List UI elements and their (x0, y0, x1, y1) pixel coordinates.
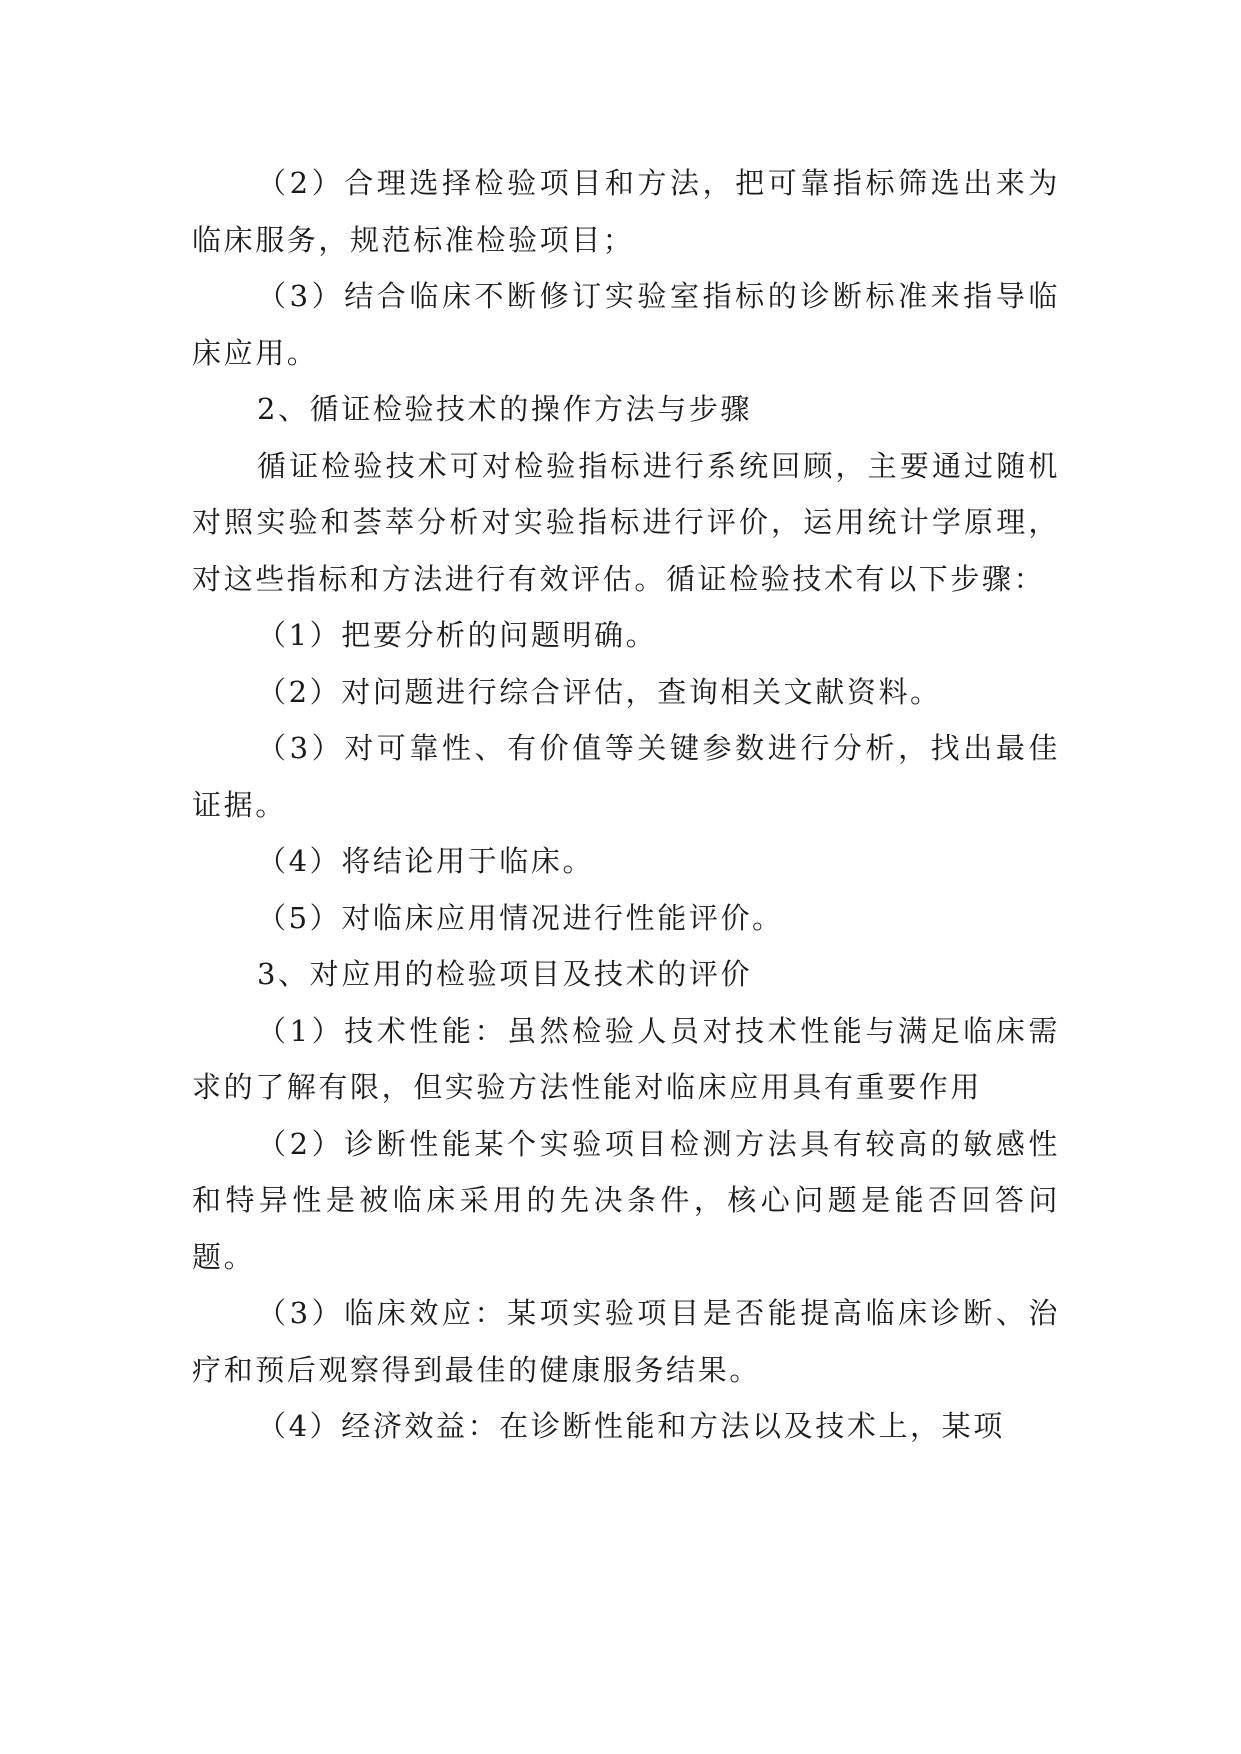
list-item: （3）临床效应：某项实验项目是否能提高临床诊断、治疗和预后观察得到最佳的健康服务结果。 (192, 1296, 1060, 1387)
list-item: （5）对临床应用情况进行性能评价。 (257, 900, 784, 935)
list-item: （4）经济效益：在诊断性能和方法以及技术上，某项 (257, 1409, 1005, 1443)
section-heading: 2、循证检验技术的操作方法与步骤 (257, 392, 753, 426)
list-item: （4）将结论用于临床。 (257, 844, 595, 878)
paragraph: 循证检验技术可对检验指标进行系统回顾，主要通过随机对照实验和荟萃分析对实验指标进行评价，运用统计学原理，对这些指标和方法进行有效评估。循证检验技术有以下步骤： (192, 448, 1060, 596)
list-item: （2）诊断性能某个实验项目检测方法具有较高的敏感性和特异性是被临床采用的先决条件，核心问题是能否回答问题。 (192, 1126, 1060, 1274)
list-item: （1）技术性能：虽然检验人员对技术性能与满足临床需求的了解有限，但实验方法性能对临床应用具有重要作用 (192, 1013, 1060, 1104)
document-body (192, 155, 1060, 1455)
list-item: （3）对可靠性、有价值等关键参数进行分析，找出最佳证据。 (192, 731, 1060, 822)
section-heading: 3、对应用的检验项目及技术的评价 (257, 957, 753, 991)
paragraph: （2）合理选择检验项目和方法，把可靠指标筛选出来为临床服务，规范标准检验项目； (192, 166, 1060, 257)
list-item: （1）把要分析的问题明确。 (257, 618, 658, 652)
list-item: （2）对问题进行综合评估，查询相关文献资料。 (257, 674, 942, 709)
paragraph: （3）结合临床不断修订实验室指标的诊断标准来指导临床应用。 (192, 279, 1060, 370)
